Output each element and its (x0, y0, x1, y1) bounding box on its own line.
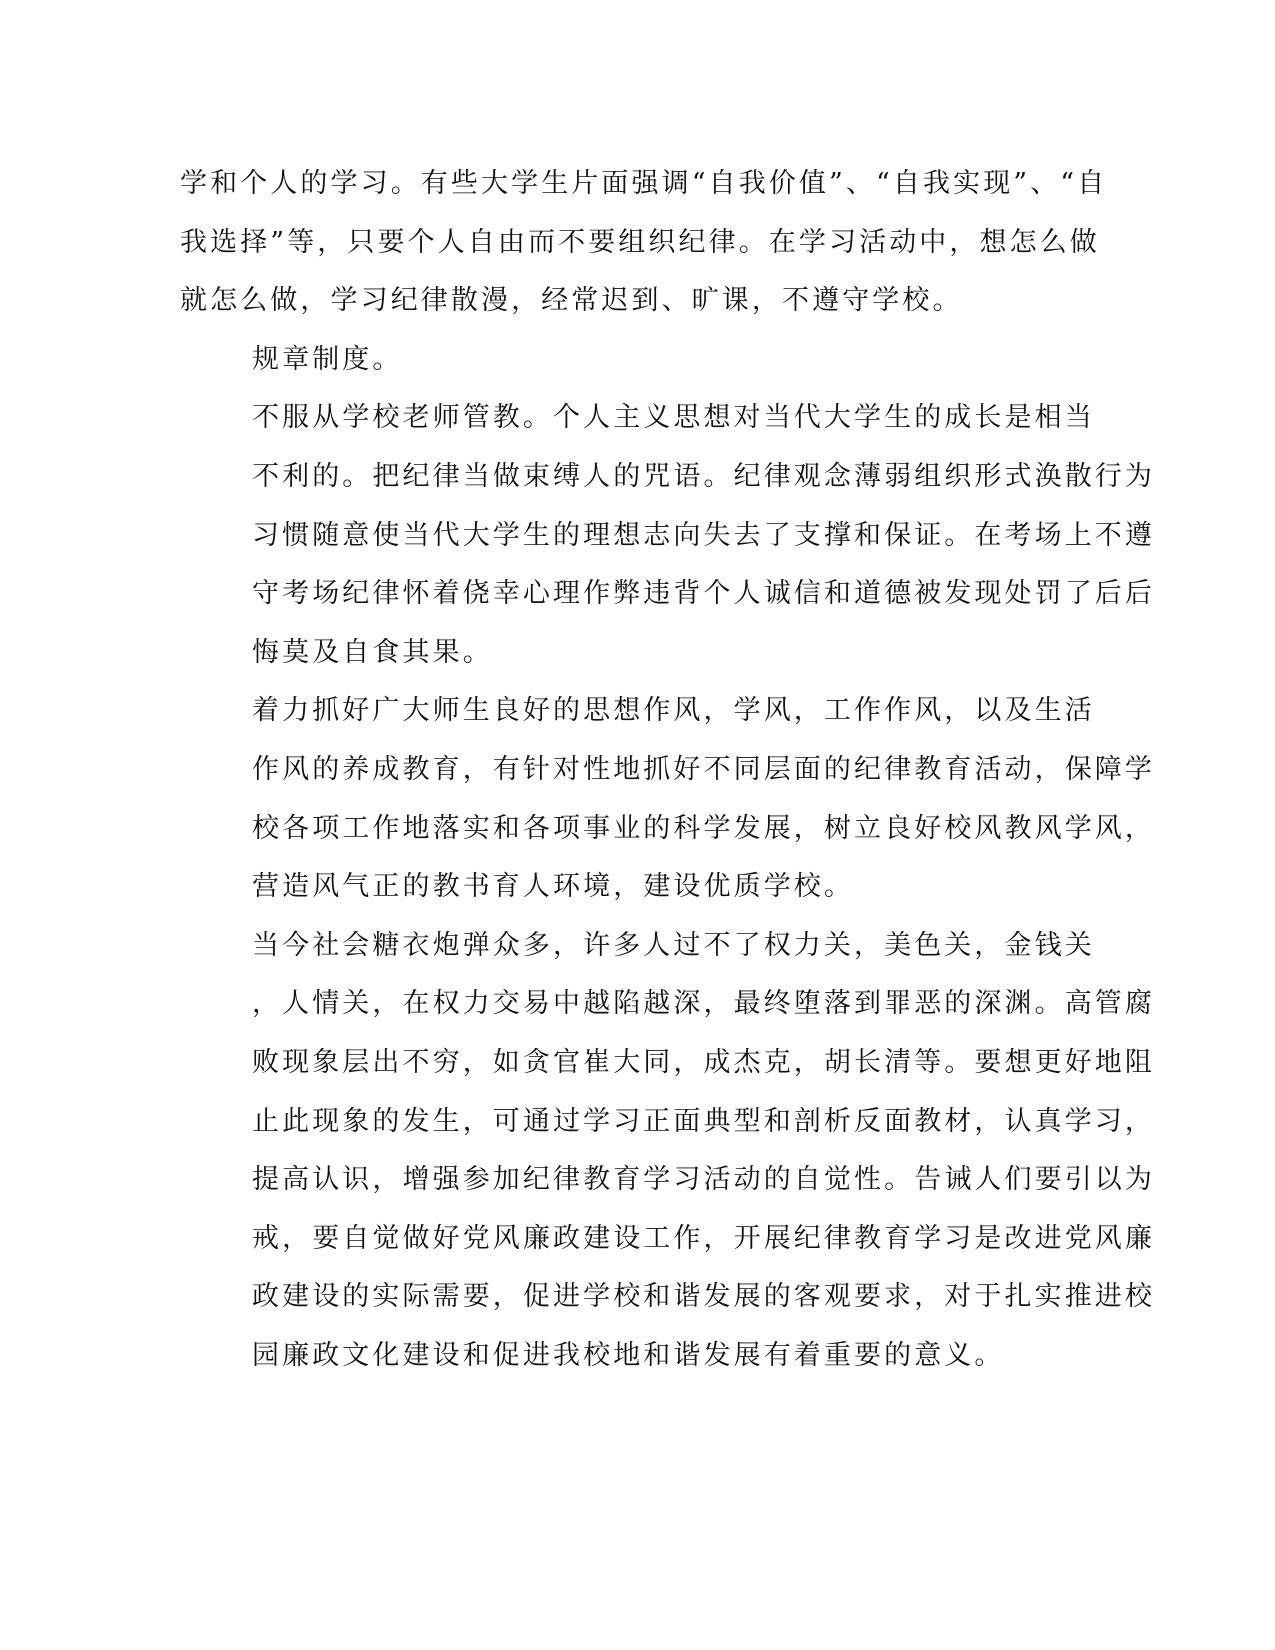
text-line: 就怎么做，学习纪律散漫，经常迟到、旷课，不遵守学校。 (180, 285, 963, 317)
text-line: 习惯随意使当代大学生的理想志向失去了支撑和保证。在考场上不遵 (252, 519, 1155, 551)
text-line: 败现象层出不穷，如贪官崔大同，成杰克，胡长清等。要想更好地阻 (252, 1046, 1155, 1078)
paragraph (180, 682, 1155, 916)
text-line: 着力抓好广大师生良好的思想作风，学风，工作作风，以及生活 (252, 695, 1095, 727)
paragraph (180, 389, 1155, 682)
text-line: 作风的养成教育，有针对性地抓好不同层面的纪律教育活动，保障学 (252, 753, 1155, 785)
text-line: 营造风气正的教书育人环境，建设优质学校。 (252, 871, 854, 903)
text-line: 校各项工作地落实和各项事业的科学发展，树立良好校风教风学风， (252, 812, 1155, 844)
paragraph (180, 155, 1108, 331)
text-line: 当今社会糖衣炮弹众多，许多人过不了权力关，美色关，金钱关 (252, 929, 1095, 961)
text-line: 提高认识，增强参加纪律教育学习活动的自觉性。告诫人们要引以为 (252, 1164, 1155, 1196)
text-line: 我选择”等，只要个人自由而不要组织纪律。在学习活动中，想怎么做 (180, 226, 1100, 258)
text-line: 学和个人的学习。有些大学生片面强调“自我价值”、“自我实现”、“自 (180, 168, 1108, 199)
paragraph (180, 331, 1040, 390)
text-line: 守考场纪律怀着侥幸心理作弊违背个人诚信和道德被发现处罚了后后 (252, 578, 1155, 610)
text-line: ，人情关，在权力交易中越陷越深，最终堕落到罪恶的深渊。高管腐 (252, 988, 1155, 1020)
text-line: 规章制度。 (252, 343, 403, 375)
text-line: 悔莫及自食其果。 (252, 636, 493, 668)
document-body (180, 155, 1155, 1385)
text-line: 政建设的实际需要，促进学校和谐发展的客观要求，对于扎实推进校 (252, 1281, 1155, 1313)
paragraph (180, 917, 1155, 1386)
text-line: 不服从学校老师管教。个人主义思想对当代大学生的成长是相当 (252, 402, 1095, 434)
text-line: 戒，要自觉做好党风廉政建设工作，开展纪律教育学习是改进党风廉 (252, 1222, 1155, 1254)
text-line: 不利的。把纪律当做束缚人的咒语。纪律观念薄弱组织形式涣散行为 (252, 460, 1155, 492)
text-line: 园廉政文化建设和促进我校地和谐发展有着重要的意义。 (252, 1339, 1005, 1371)
text-line: 止此现象的发生，可通过学习正面典型和剖析反面教材，认真学习， (252, 1105, 1155, 1137)
